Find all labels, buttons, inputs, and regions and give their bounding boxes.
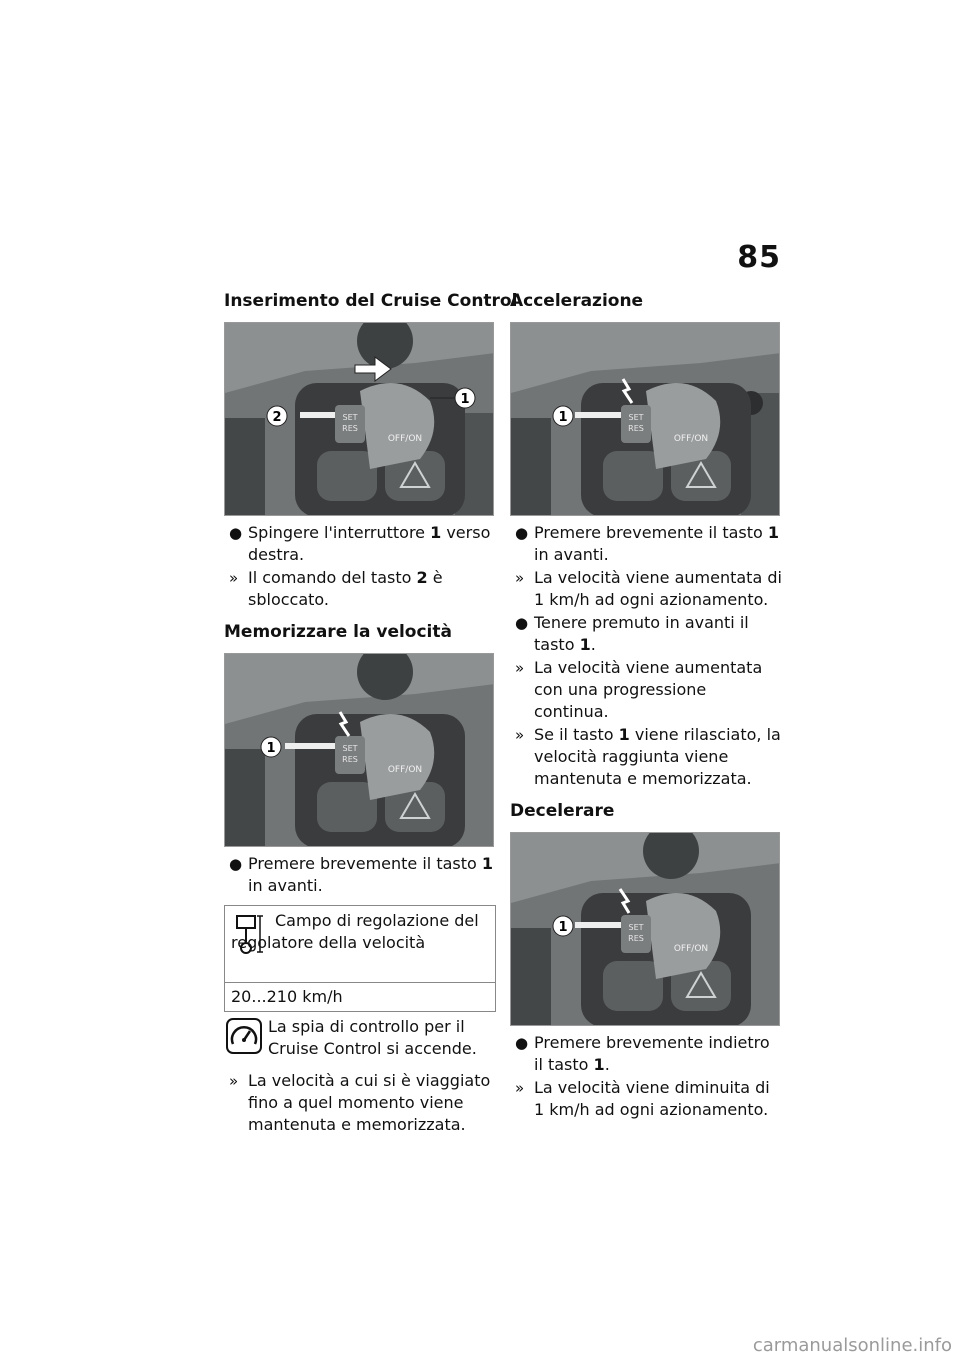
res-label: RES xyxy=(628,424,644,433)
steps-acceleration xyxy=(510,522,782,790)
list-item: » Il comando del tasto 2 è sbloccato. xyxy=(229,568,443,609)
list-item: » Se il tasto 1 viene rilasciato, la velocità raggiunta viene mantenuta e memorizzata. xyxy=(515,725,781,788)
photo-cruise-activation xyxy=(224,322,494,516)
set-label: SET xyxy=(342,744,358,753)
spec-header xyxy=(225,906,495,983)
speedometer-icon xyxy=(226,1018,262,1054)
list-item: ● Spingere l'interruttore 1 verso destra. xyxy=(229,523,491,564)
list-item: ● Premere brevemente il tasto 1 in avanti. xyxy=(515,523,780,564)
set-label: SET xyxy=(628,413,644,422)
spec-table xyxy=(224,905,496,1012)
callout-1: 1 xyxy=(558,410,568,425)
steps-cruise-activation xyxy=(224,522,496,611)
left-column xyxy=(224,288,518,1144)
offon-label: OFF/ON xyxy=(387,765,423,775)
footer-watermark[interactable]: carmanualsonline.info xyxy=(752,1335,952,1356)
photo-acceleration xyxy=(510,322,780,516)
steps-deceleration xyxy=(510,1032,782,1121)
section-title-deceleration: Decelerare xyxy=(510,801,615,821)
page-number: 85 xyxy=(737,240,781,275)
callout-2: 2 xyxy=(272,410,282,425)
list-item: » La velocità viene aumentata con una progressione continua. xyxy=(515,658,763,721)
list-item: ● Premere brevemente indietro il tasto 1. xyxy=(515,1033,770,1074)
offon-label: OFF/ON xyxy=(673,434,709,444)
offon-label: OFF/ON xyxy=(673,944,709,954)
res-label: RES xyxy=(342,424,358,433)
photo-deceleration xyxy=(510,832,780,1026)
spec-label: Campo di regolazione del regolatore della velocità xyxy=(231,911,479,952)
list-item: » La velocità a cui si è viaggiato fino a quel momento viene mantenuta e memorizzata. xyxy=(229,1071,491,1134)
steps-store-speed-result xyxy=(224,1070,496,1136)
right-column xyxy=(510,288,782,1129)
steps-store-speed xyxy=(224,853,496,897)
res-label: RES xyxy=(628,934,644,943)
list-item: » La velocità viene diminuita di 1 km/h ad ogni azionamento. xyxy=(515,1078,770,1119)
callout-1: 1 xyxy=(460,392,470,407)
section-title-store-speed: Memorizzare la velocità xyxy=(224,622,452,642)
list-item: ● Tenere premuto in avanti il tasto 1. xyxy=(515,613,749,654)
section-title-cruise-activation: Inserimento del Cruise Control xyxy=(224,291,518,311)
indicator-text: La spia di controllo per il Cruise Control si accende. xyxy=(268,1017,477,1058)
list-item: » La velocità viene aumentata di 1 km/h ad ogni azionamento. xyxy=(515,568,782,609)
photo-store-speed xyxy=(224,653,494,847)
list-item: ● Premere brevemente il tasto 1 in avanti. xyxy=(229,854,494,895)
res-label: RES xyxy=(342,755,358,764)
caliper-icon xyxy=(233,912,265,956)
callout-1: 1 xyxy=(266,741,276,756)
spec-value: 20...210 km/h xyxy=(231,987,343,1006)
indicator-note xyxy=(224,1016,496,1060)
section-title-acceleration: Accelerazione xyxy=(510,291,644,311)
offon-label: OFF/ON xyxy=(387,434,423,444)
set-label: SET xyxy=(342,413,358,422)
set-label: SET xyxy=(628,923,644,932)
callout-1: 1 xyxy=(558,920,568,935)
